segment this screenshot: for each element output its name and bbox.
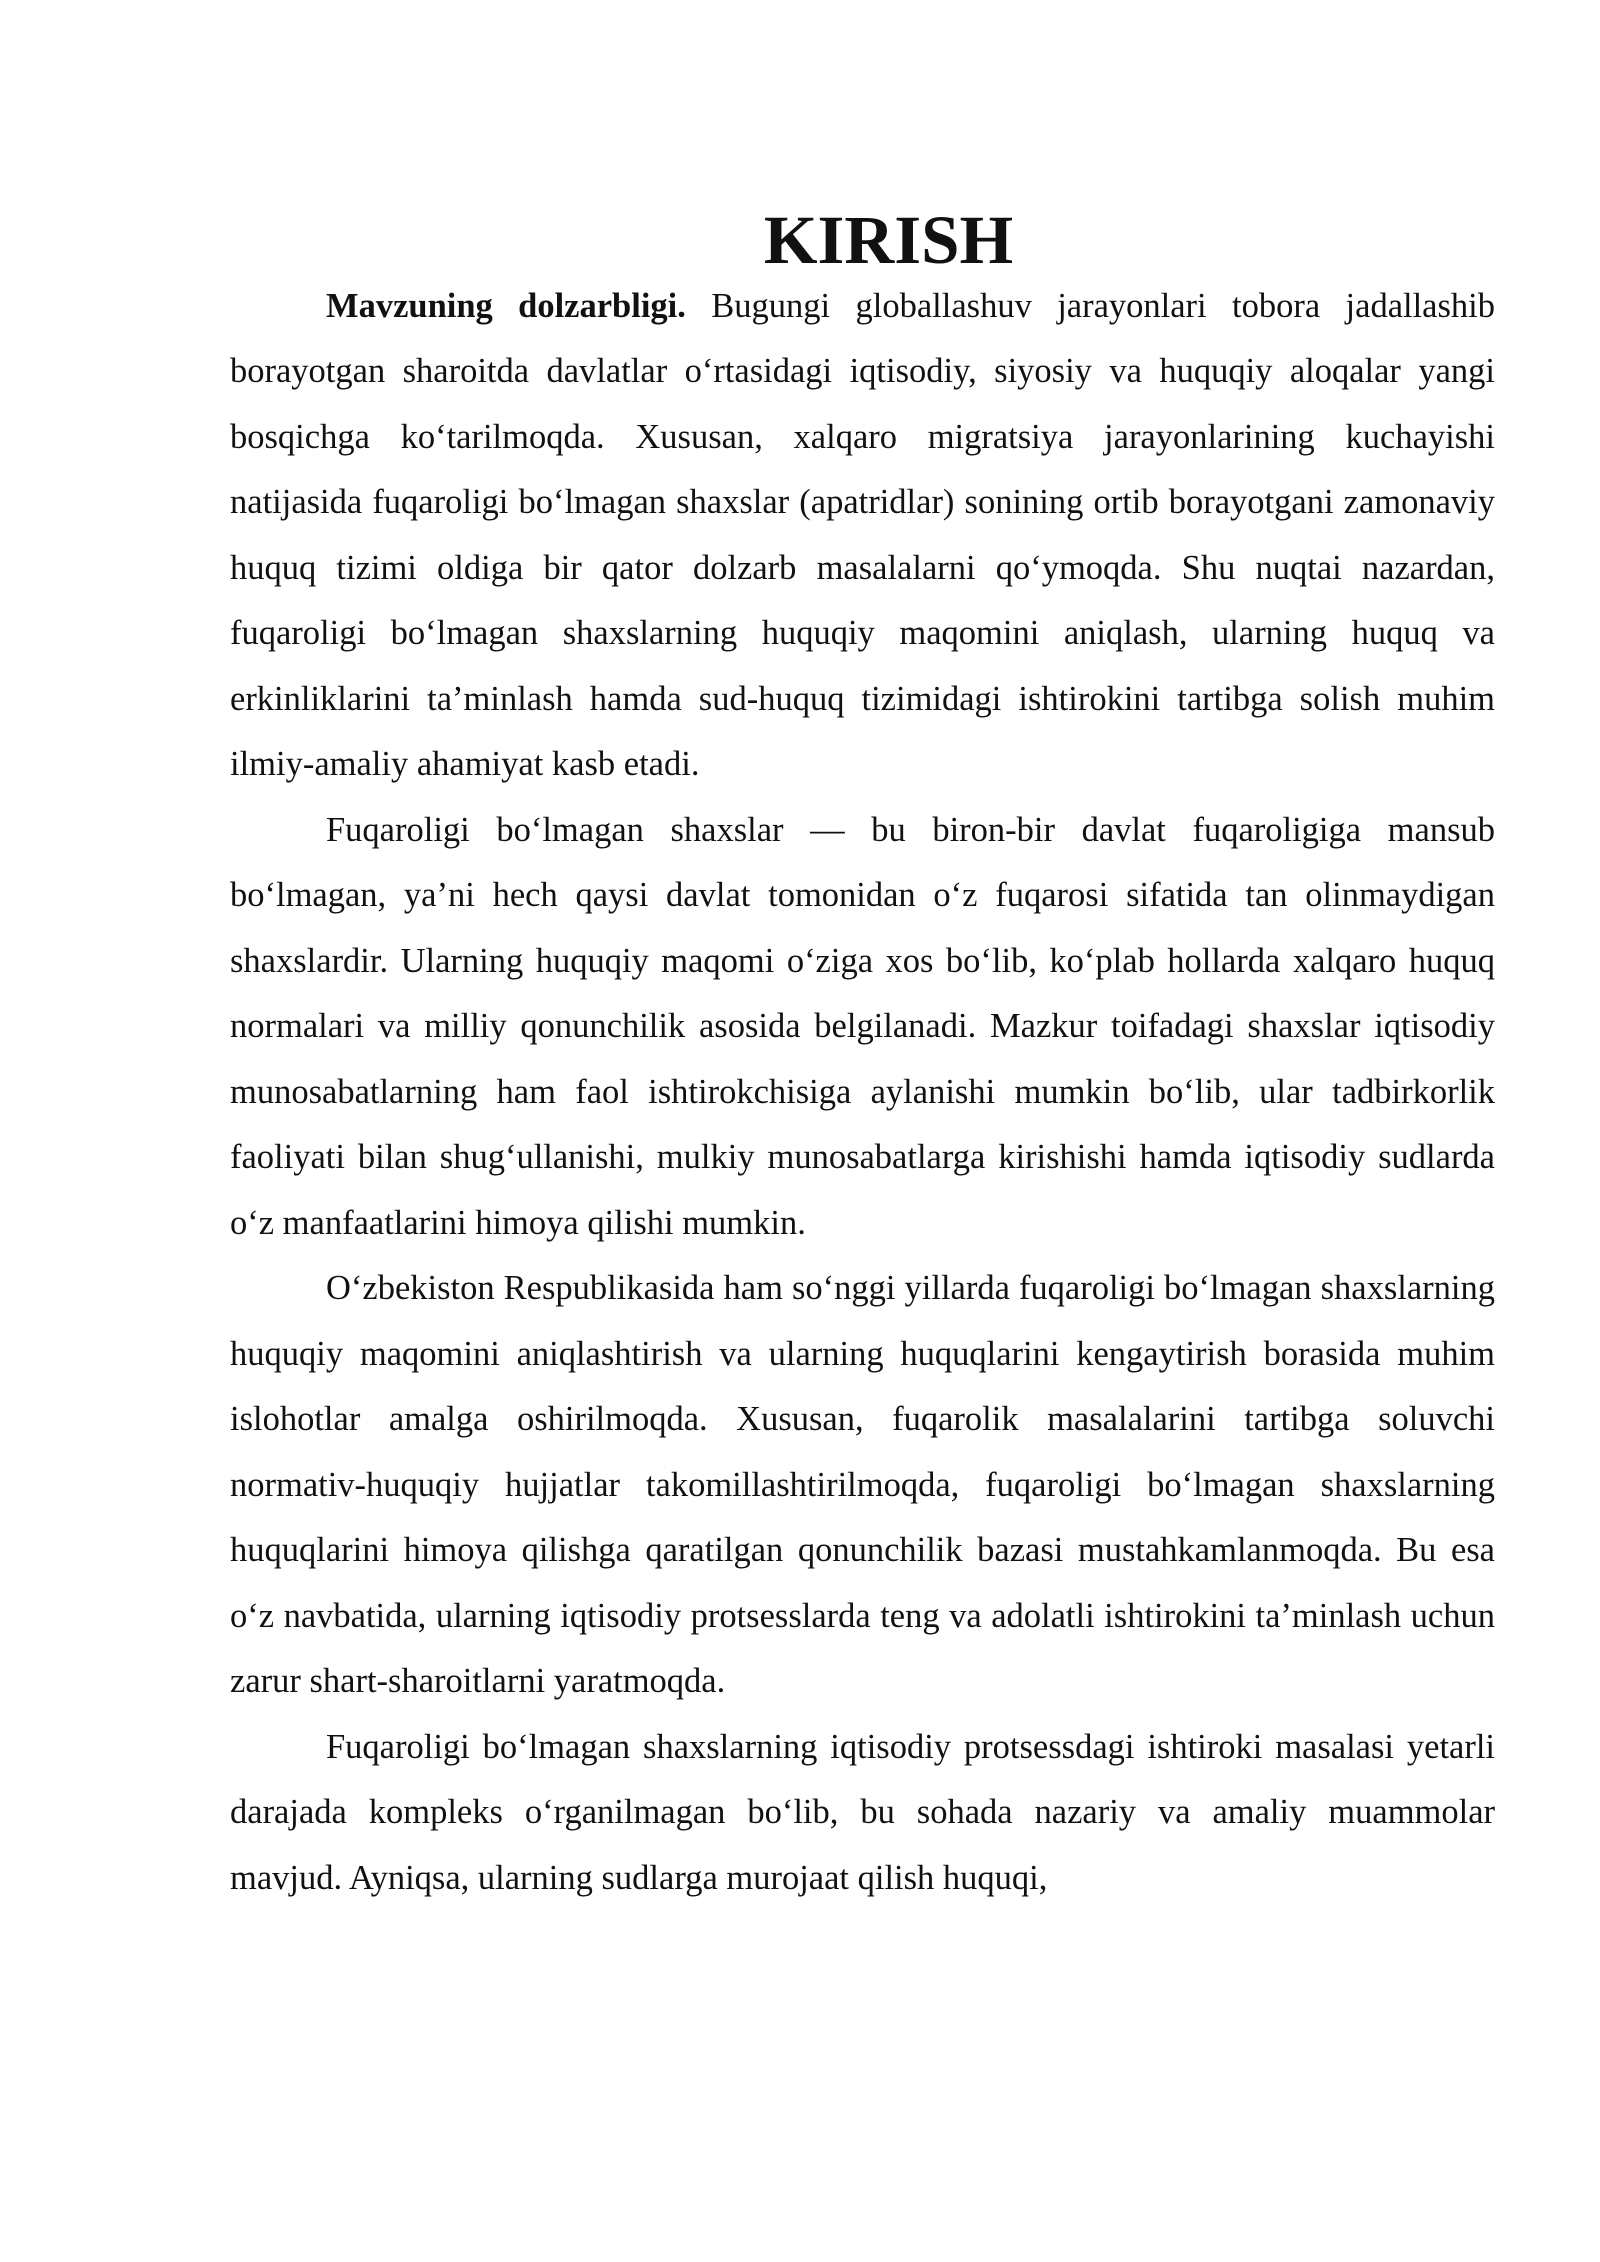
paragraph-text: O‘zbekiston Respublikasida ham so‘nggi yillarda fuqaroligi bo‘lmagan shaxslarning huquqiy maqomini aniqlashtirish va ularning huquqlarini kengaytirish borasida muhim islohotlar amalga oshirilmoqda. Xususan, fuqarolik masalalarini tartibga soluvchi normativ-huquqiy hujjatlar takomillashtirilmoqda, fuqaroligi bo‘lmagan shaxslarning huquqlarini himoya qilishga qaratilgan qonunchilik bazasi mustahkamlanmoqda. Bu esa o‘z navbatida, ularning iqtisodiy protsesslarda teng va adolatli ishtirokini ta’minlash uchun zarur shart-sharoitlarni yaratmoqda.	[230, 1269, 1495, 1700]
paragraph-lead-bold: Mavzuning dolzarbligi.	[326, 286, 686, 325]
paragraph-relevance	[230, 274, 1495, 798]
paragraph-text: Bugungi globallashuv jarayonlari tobora jadallashib borayotgan sharoitda davlatlar o‘rtasidagi iqtisodiy, siyosiy va huquqiy aloqalar yangi bosqichga ko‘tarilmoqda. Xususan, xalqaro migratsiya jarayonlarining kuchayishi natijasida fuqaroligi bo‘lmagan shaxslar (apatridlar) sonining ortib borayotgani zamonaviy huquq tizimi oldiga bir qator dolzarb masalalarni qo‘ymoqda. Shu nuqtai nazardan, fuqaroligi bo‘lmagan shaxslarning huquqiy maqomini aniqlash, ularning huquq va erkinliklarini ta’minlash hamda sud-huquq tizimidagi ishtirokini tartibga solish muhim ilmiy-amaliy ahamiyat kasb etadi.	[230, 286, 1495, 783]
document-body	[230, 202, 1495, 1911]
page-title: KIRISH	[763, 202, 1014, 278]
paragraph-text: Fuqaroligi bo‘lmagan shaxslar — bu biron-bir davlat fuqaroligiga mansub bo‘lmagan, ya’ni hech qaysi davlat tomonidan o‘z fuqarosi sifatida tan olinmaydigan shaxslardir. Ularning huquqiy maqomi o‘ziga xos bo‘lib, ko‘plab hollarda xalqaro huquq normalari va milliy qonunchilik asosida belgilanadi. Mazkur toifadagi shaxslar iqtisodiy munosabatlarning ham faol ishtirokchisiga aylanishi mumkin bo‘lib, ular tadbirkorlik faoliyati bilan shug‘ullanishi, mulkiy munosabatlarga kirishishi hamda iqtisodiy sudlarda o‘z manfaatlarini himoya qilishi mumkin.	[230, 810, 1495, 1242]
paragraph-stateless-definition	[230, 798, 1495, 1257]
paragraph-uzbekistan-reforms	[230, 1256, 1495, 1715]
paragraph-text: Fuqaroligi bo‘lmagan shaxslarning iqtisodiy protsessdagi ishtiroki masalasi yetarli darajada kompleks o‘rganilmagan bo‘lib, bu sohada nazariy va amaliy muammolar mavjud. Ayniqsa, ularning sudlarga murojaat qilish huquqi,	[230, 1727, 1495, 1897]
paragraph-research-gap	[230, 1715, 1495, 1912]
